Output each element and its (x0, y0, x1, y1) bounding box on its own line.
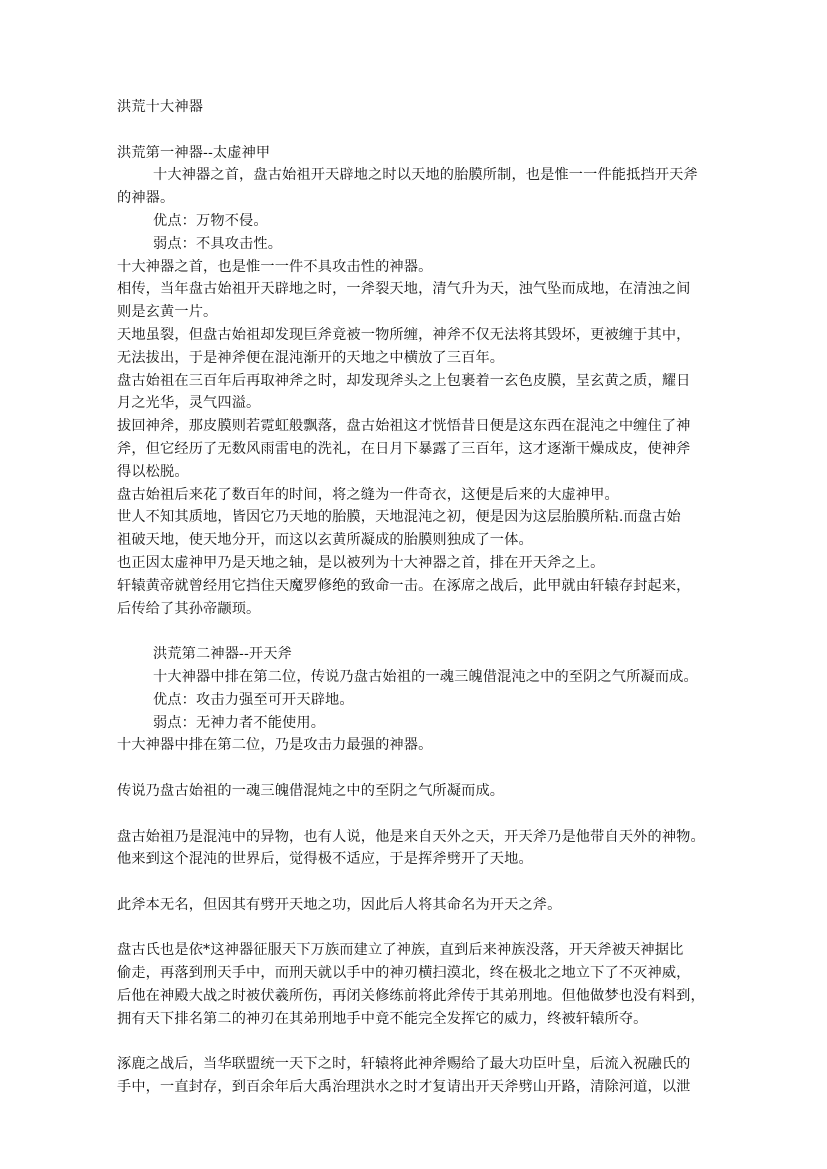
blank-line (117, 1031, 715, 1054)
blank-line (117, 620, 715, 643)
paragraph-line: 他来到这个混沌的世界后，觉得极不适应，于是挥斧劈开了天地。 (117, 851, 533, 868)
paragraph-line: 斧，但它经历了无数风雨雷电的洗礼，在日月下暴露了三百年，这才逐渐干燥成皮，使神斧 (117, 440, 691, 457)
paragraph-line: 轩辕黄帝就曾经用它挡住天魔罗修绝的致命一击。在涿席之战后，此甲就由轩辕存封起来， (117, 577, 691, 594)
paragraph-line: 十大神器中排在第二位，乃是攻击力最强的神器。 (117, 737, 433, 754)
document-page (117, 96, 715, 1099)
blank-line (117, 803, 715, 826)
paragraph-line: 祖破天地，使天地分开，而这以玄黄所凝成的胎膜则独成了一体。 (117, 532, 533, 549)
blank-line (117, 917, 715, 940)
paragraph-line: 十大神器中排在第二位，传说乃盘古始祖的一魂三魄借混沌之中的至阴之气所凝而成。 (153, 668, 698, 685)
paragraph-line: 盘古始祖在三百年后再取神斧之时，却发现斧头之上包裹着一玄色皮膜，呈玄黄之质，耀日 (117, 372, 691, 389)
paragraph-line: 月之光华，灵气四溢。 (117, 395, 261, 412)
weakness-text: 弱点：无神力者不能使用。 (153, 714, 326, 731)
paragraph-line: 盘古氏也是依*这神器征服天下万族而建立了神族，直到后来神族没落，开天斧被天神据比 (117, 942, 684, 959)
section-kaitian-axe (117, 643, 715, 1099)
paragraph-line: 拔回神斧，那皮膜则若霓虹般飘落，盘古始祖这才恍悟昔日便是这东西在混沌之中缠住了神 (117, 418, 691, 435)
paragraph-line: 的神器。 (117, 190, 175, 207)
paragraph-line: 也正因太虚神甲乃是天地之轴，是以被列为十大神器之首，排在开天斧之上。 (117, 554, 605, 571)
paragraph-line: 则是玄黄一片。 (117, 304, 218, 321)
blank-line (117, 757, 715, 780)
section-heading: 洪荒第二神器--开天斧 (153, 646, 292, 663)
section-heading: 洪荒第一神器--太虚神甲 (117, 144, 271, 161)
advantage-text: 优点：攻击力强至可开天辟地。 (153, 691, 354, 708)
paragraph-line: 手中，一直封存，到百余年后大禹治理洪水之时才复请出开天斧劈山开路，清除河道，以泄 (117, 1079, 691, 1096)
paragraph-line: 此斧本无名，但因其有劈开天地之功，因此后人将其命名为开天之斧。 (117, 896, 562, 913)
blank-line (117, 119, 715, 142)
paragraph-line: 相传，当年盘古始祖开天辟地之时，一斧裂天地，清气升为天，浊气坠而成地，在清浊之间 (117, 281, 691, 298)
paragraph-line: 涿鹿之战后，当华联盟统一天下之时，轩辕将此神斧赐给了最大功臣叶皇，后流入祝融氏的 (117, 1056, 691, 1073)
section-taixu-armor (117, 142, 715, 621)
paragraph-line: 十大神器之首，盘古始祖开天辟地之时以天地的胎膜所制，也是惟一一件能抵挡开天斧 (153, 167, 698, 184)
document-title: 洪荒十大神器 (117, 99, 204, 115)
advantage-text: 优点：万物不侵。 (153, 212, 268, 229)
paragraph-line: 盘古始祖后来花了数百年的时间，将之缝为一件奇衣，这便是后来的大虚神甲。 (117, 486, 619, 503)
paragraph-line: 后他在神殿大战之时被伏羲所伤，再闭关修练前将此斧传于其弟刑地。但他做梦也没有料到， (117, 988, 705, 1005)
paragraph-line: 后传给了其孙帝颛顼。 (117, 600, 261, 617)
paragraph-line: 世人不知其质地，皆因它乃天地的胎膜，天地混沌之初，便是因为这层胎膜所粘.而盘古始 (117, 509, 681, 526)
paragraph-line: 十大神器之首，也是惟一一件不具攻击性的神器。 (117, 258, 433, 275)
paragraph-line: 拥有天下排名第二的神刃在其弟刑地手中竟不能完全发挥它的威力，终被轩辕所夺。 (117, 1010, 648, 1027)
weakness-text: 弱点：不具攻击性。 (153, 235, 283, 252)
paragraph-line: 无法拔出，于是神斧便在混沌渐开的天地之中横放了三百年。 (117, 349, 505, 366)
paragraph-line: 天地虽裂，但盘古始祖却发现巨斧竟被一物所缠，神斧不仅无法将其毁坏，更被缠于其中， (117, 326, 691, 343)
paragraph-line: 传说乃盘古始祖的一魂三魄借混炖之中的至阴之气所凝而成。 (117, 782, 505, 799)
paragraph-line: 得以松脱。 (117, 463, 189, 480)
paragraph-line: 盘古始祖乃是混沌中的异物，也有人说，他是来自天外之天，开天斧乃是他带自天外的神物。 (117, 828, 705, 845)
blank-line (117, 871, 715, 894)
paragraph-line: 偷走，再落到刑天手中，而刑天就以手中的神刃横扫漠北，终在极北之地立下了不灭神威， (117, 965, 691, 982)
